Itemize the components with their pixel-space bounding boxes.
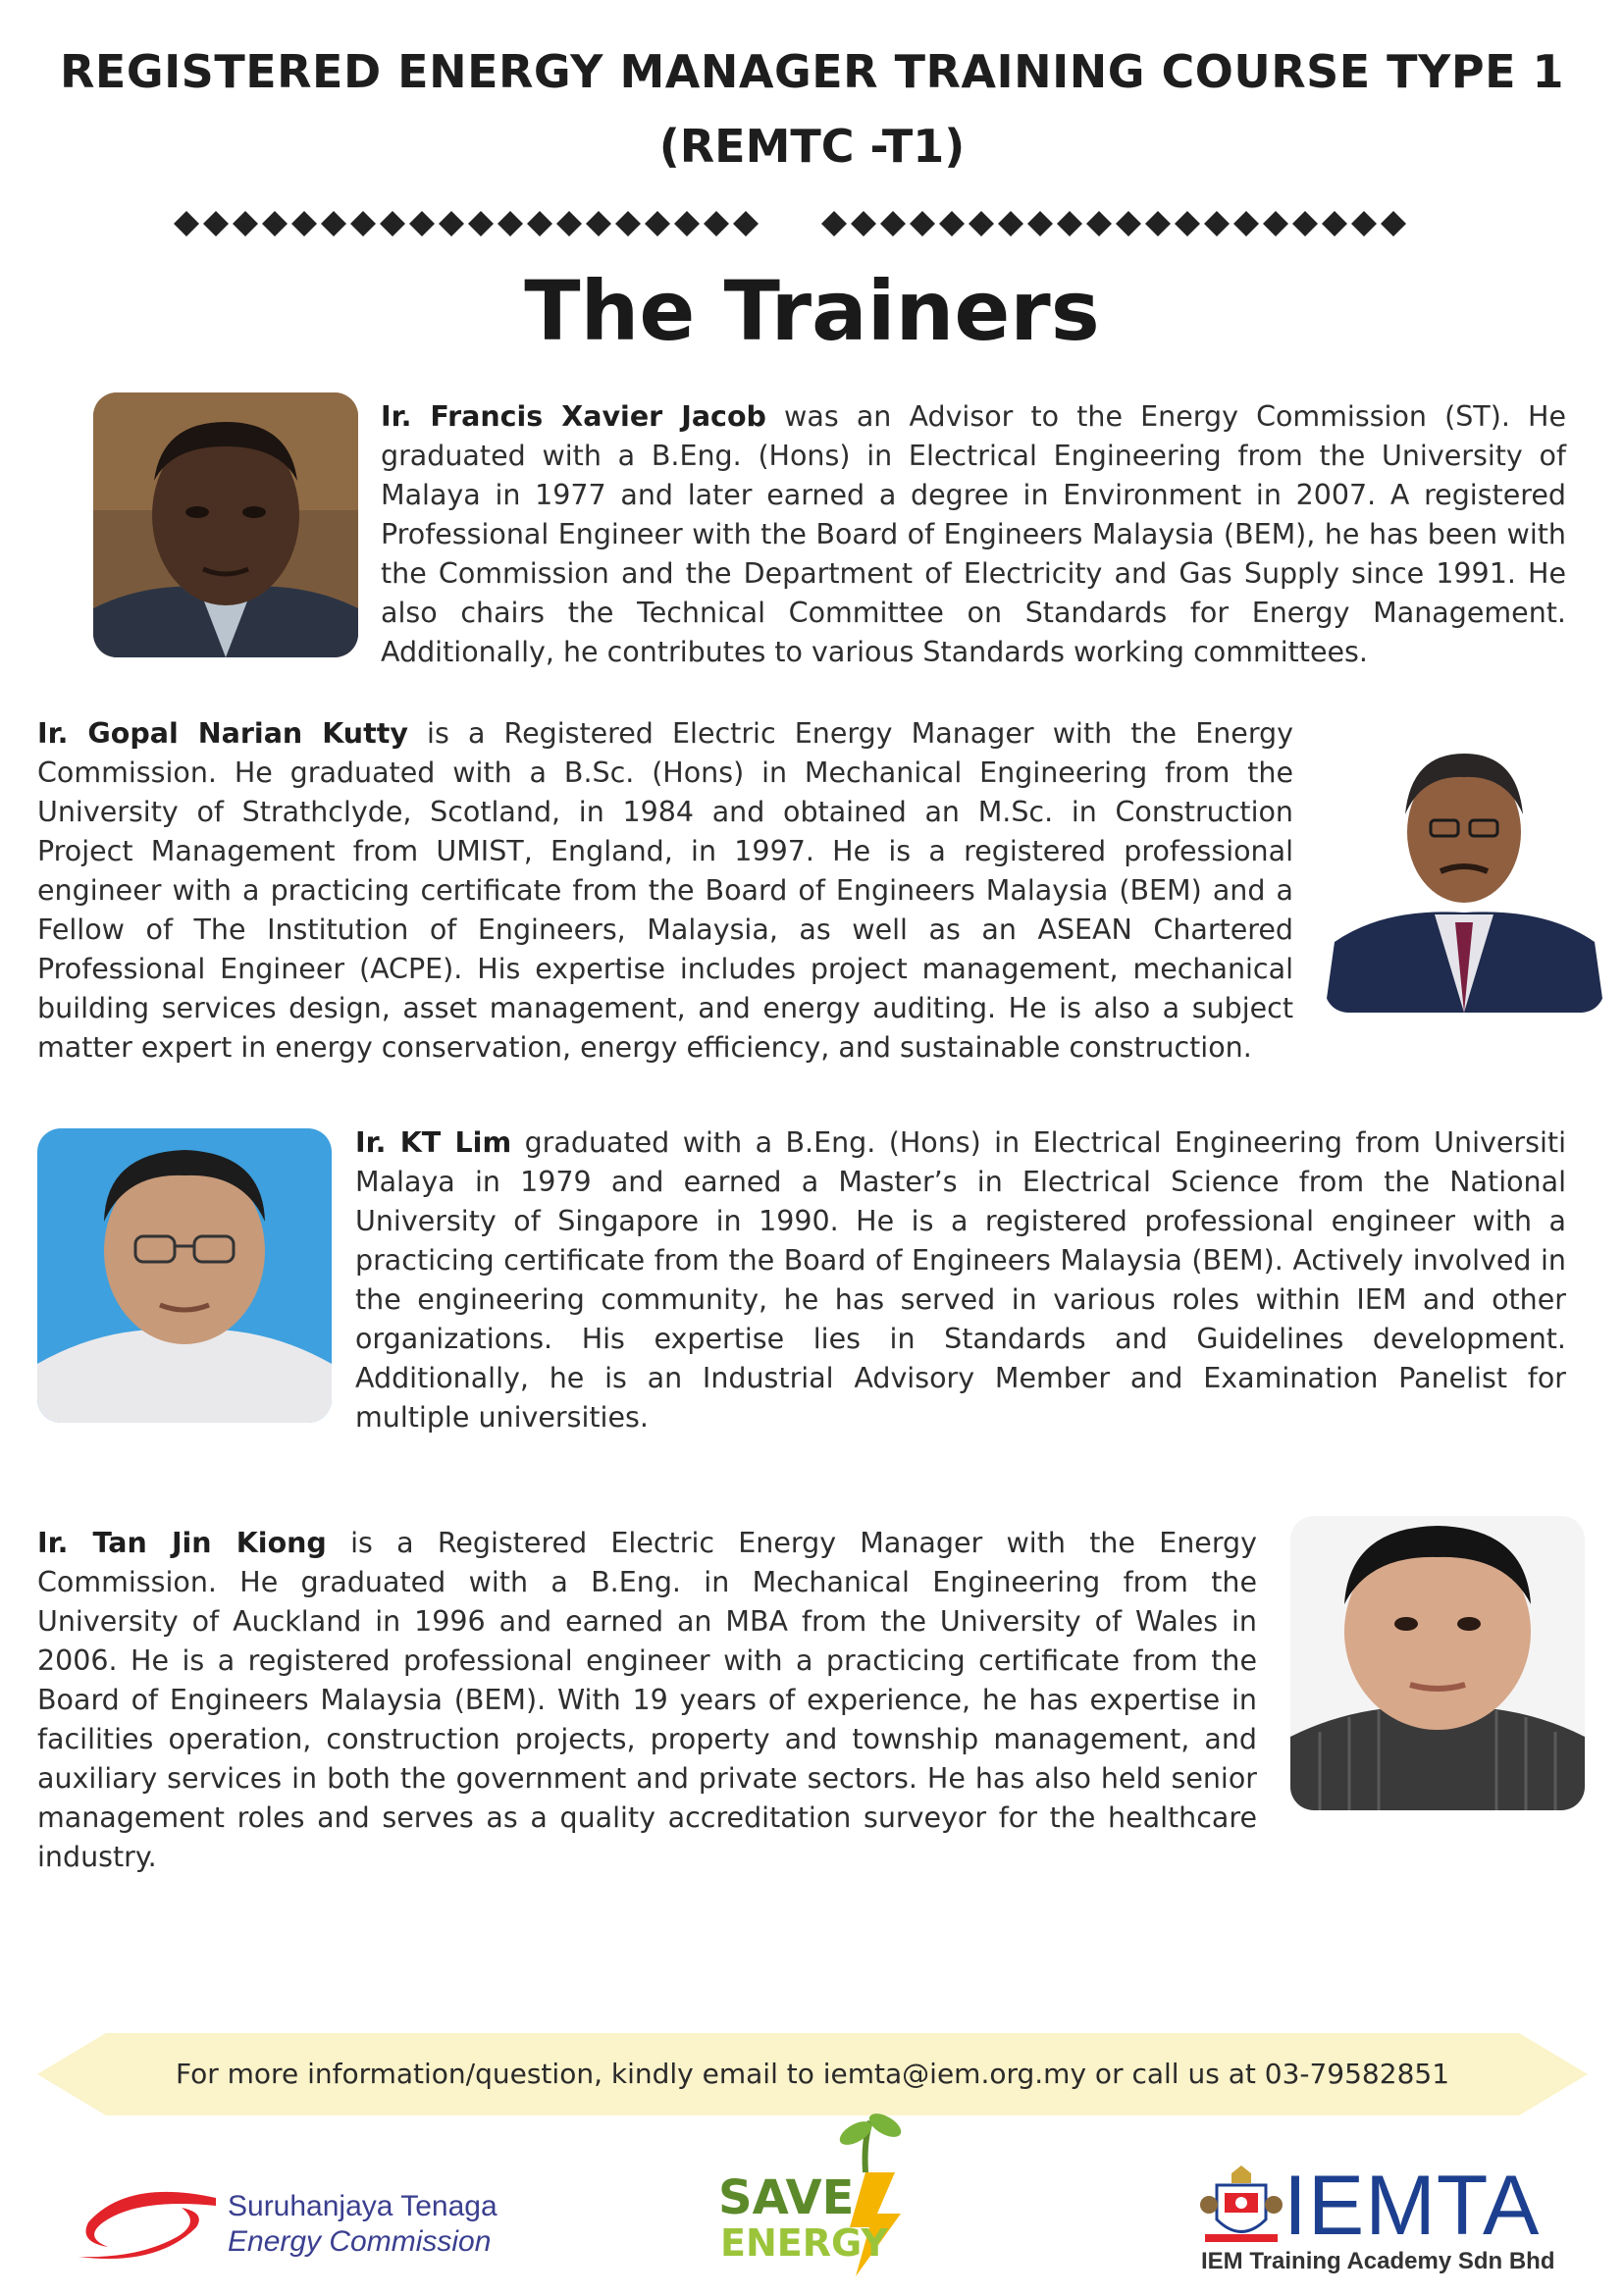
diamond-ornament [174,211,199,236]
diamond-ornament [704,211,729,236]
trainer-bio-4 [37,1524,1257,1877]
diamond-ornament [321,211,346,236]
diamond-divider [0,206,1624,241]
save-text: SAVE [718,2170,855,2225]
diamond-ornament [880,211,906,236]
diamond-ornament [821,211,847,236]
energy-commission-tagline: Energy Commission [228,2225,492,2258]
diamond-ornament [203,211,229,236]
trainer-photo-1 [93,392,358,657]
diamond-ornament [1233,211,1259,236]
diamond-ornament [1292,211,1318,236]
diamond-ornament [1057,211,1082,236]
diamond-ornament [527,211,552,236]
diamond-ornament [439,211,464,236]
diamond-ornament [615,211,641,236]
iemta-logo [1197,2159,1590,2281]
diamond-ornament [1116,211,1141,236]
contact-text: For more information/question, kindly email to iemta@iem.org.my or call us at 03-79582851 [175,2058,1450,2090]
trainer-bio-text-4: is a Registered Electric Energy Manager with the Energy Commission. He graduated with a B.Eng. in Mechanical Engineering from the University of Auckland in 1996 and earned an MBA from the University of Wales in 2006. He is a registered professional engineer with a practicing certificate from the Board of Engineers Malaysia (BEM). With 19 years of experience, he has expertise in facilities operation, construction projects, property and township management, and auxiliary services in both the government and private sectors. He has also held senior management roles and serves as a quality accreditation surveyor for the healthcare industry. [37,1527,1257,1873]
diamond-ornament [998,211,1023,236]
diamond-ornament [1175,211,1200,236]
diamond-ornament [674,211,700,236]
diamond-ornament [498,211,523,236]
trainer-photo-4 [1290,1516,1585,1810]
diamond-ornament [1381,211,1406,236]
trainer-bio-3 [355,1123,1566,1437]
section-heading: The Trainers [524,263,1100,359]
trainer-name-1: Ir. Francis Xavier Jacob [381,400,766,433]
diamond-ornament [939,211,965,236]
iemta-name: IEMTA [1283,2159,1541,2253]
trainer-name-2: Ir. Gopal Narian Kutty [37,717,408,750]
energy-commission-swoosh-icon [69,2168,226,2276]
diamond-ornament [233,211,258,236]
diamond-ornament [733,211,759,236]
diamond-ornament [409,211,435,236]
diamond-ornament [468,211,494,236]
trainer-name-4: Ir. Tan Jin Kiong [37,1527,327,1559]
trainer-bio-1 [381,397,1566,672]
diamond-ornament [1086,211,1112,236]
diamond-ornament [1145,211,1171,236]
diamond-ornament [556,211,582,236]
energy-commission-name: Suruhanjaya Tenaga [228,2190,498,2222]
diamond-ornament [262,211,288,236]
diamond-ornament [1263,211,1288,236]
trainer-bio-text-1: was an Advisor to the Energy Commission (ST). He graduated with a B.Eng. (Hons) in Electrical Engineering from the University of Malaya in 1977 and later earned a degree in Environment in 2007. A registered Professional Engineer with the Board of Engineers Malaysia (BEM), he has been with the Commission and the Department of Electricity and Gas Supply since 1991. He also chairs the Technical Committee on Standards for Energy Management. Additionally, he contributes to various Standards working committees. [381,400,1566,668]
iemta-subtitle: IEM Training Academy Sdn Bhd [1201,2248,1555,2274]
trainer-bio-text-3: graduated with a B.Eng. (Hons) in Electrical Engineering from Universiti Malaya in 1979 and earned a Master’s in Electrical Science from the National University of Singapore in 1990. He is a registered professional engineer with a practicing certificate from the Board of Engineers Malaysia (BEM). Actively involved in the engineering community, he has served in various roles within IEM and other organizations. His expertise lies in Standards and Guidelines development. Additionally, he is an Industrial Advisory Member and Examination Panelist for multiple universities. [355,1126,1566,1434]
energy-commission-logo [69,2168,530,2276]
iem-crest-icon [1197,2166,1285,2250]
diamond-ornament [380,211,405,236]
diamond-ornament [1351,211,1377,236]
diamond-ornament [910,211,935,236]
diamond-ornament [291,211,317,236]
diamond-ornament [1204,211,1230,236]
trainer-photo-3 [37,1128,332,1423]
diamond-ornament [586,211,611,236]
trainer-bio-text-2: is a Registered Electric Energy Manager with the Energy Commission. He graduated with a B.Sc. (Hons) in Mechanical Engineering from the University of Strathclyde, Scotland, in 1984 and obtained an M.Sc. in Construction Project Management from UMIST, England, in 1997. He is a registered professional engineer with a practicing certificate from the Board of Engineers Malaysia (BEM) and a Fellow of The Institution of Engineers, Malaysia, as well as an ASEAN Chartered Professional Engineer (ACPE). His expertise includes project management, mechanical building services design, asset management, and energy auditing. He is also a subject matter expert in energy conservation, energy efficiency, and sustainable construction. [37,717,1293,1064]
trainer-bio-2 [37,714,1293,1068]
diamond-ornament [1322,211,1347,236]
diamond-ornament [1027,211,1053,236]
trainer-name-3: Ir. KT Lim [355,1126,512,1159]
diamond-ornament [851,211,876,236]
course-code: (REMTC -T1) [658,120,966,173]
energy-text: ENERGY [720,2221,888,2265]
diamond-ornament [350,211,376,236]
diamond-ornament [969,211,994,236]
save-energy-logo [708,2112,924,2278]
contact-banner [37,2033,1588,2115]
trainer-photo-2 [1325,726,1604,1013]
diamond-ornament [645,211,670,236]
course-title: REGISTERED ENERGY MANAGER TRAINING COURSE TYPE 1 [59,45,1565,98]
